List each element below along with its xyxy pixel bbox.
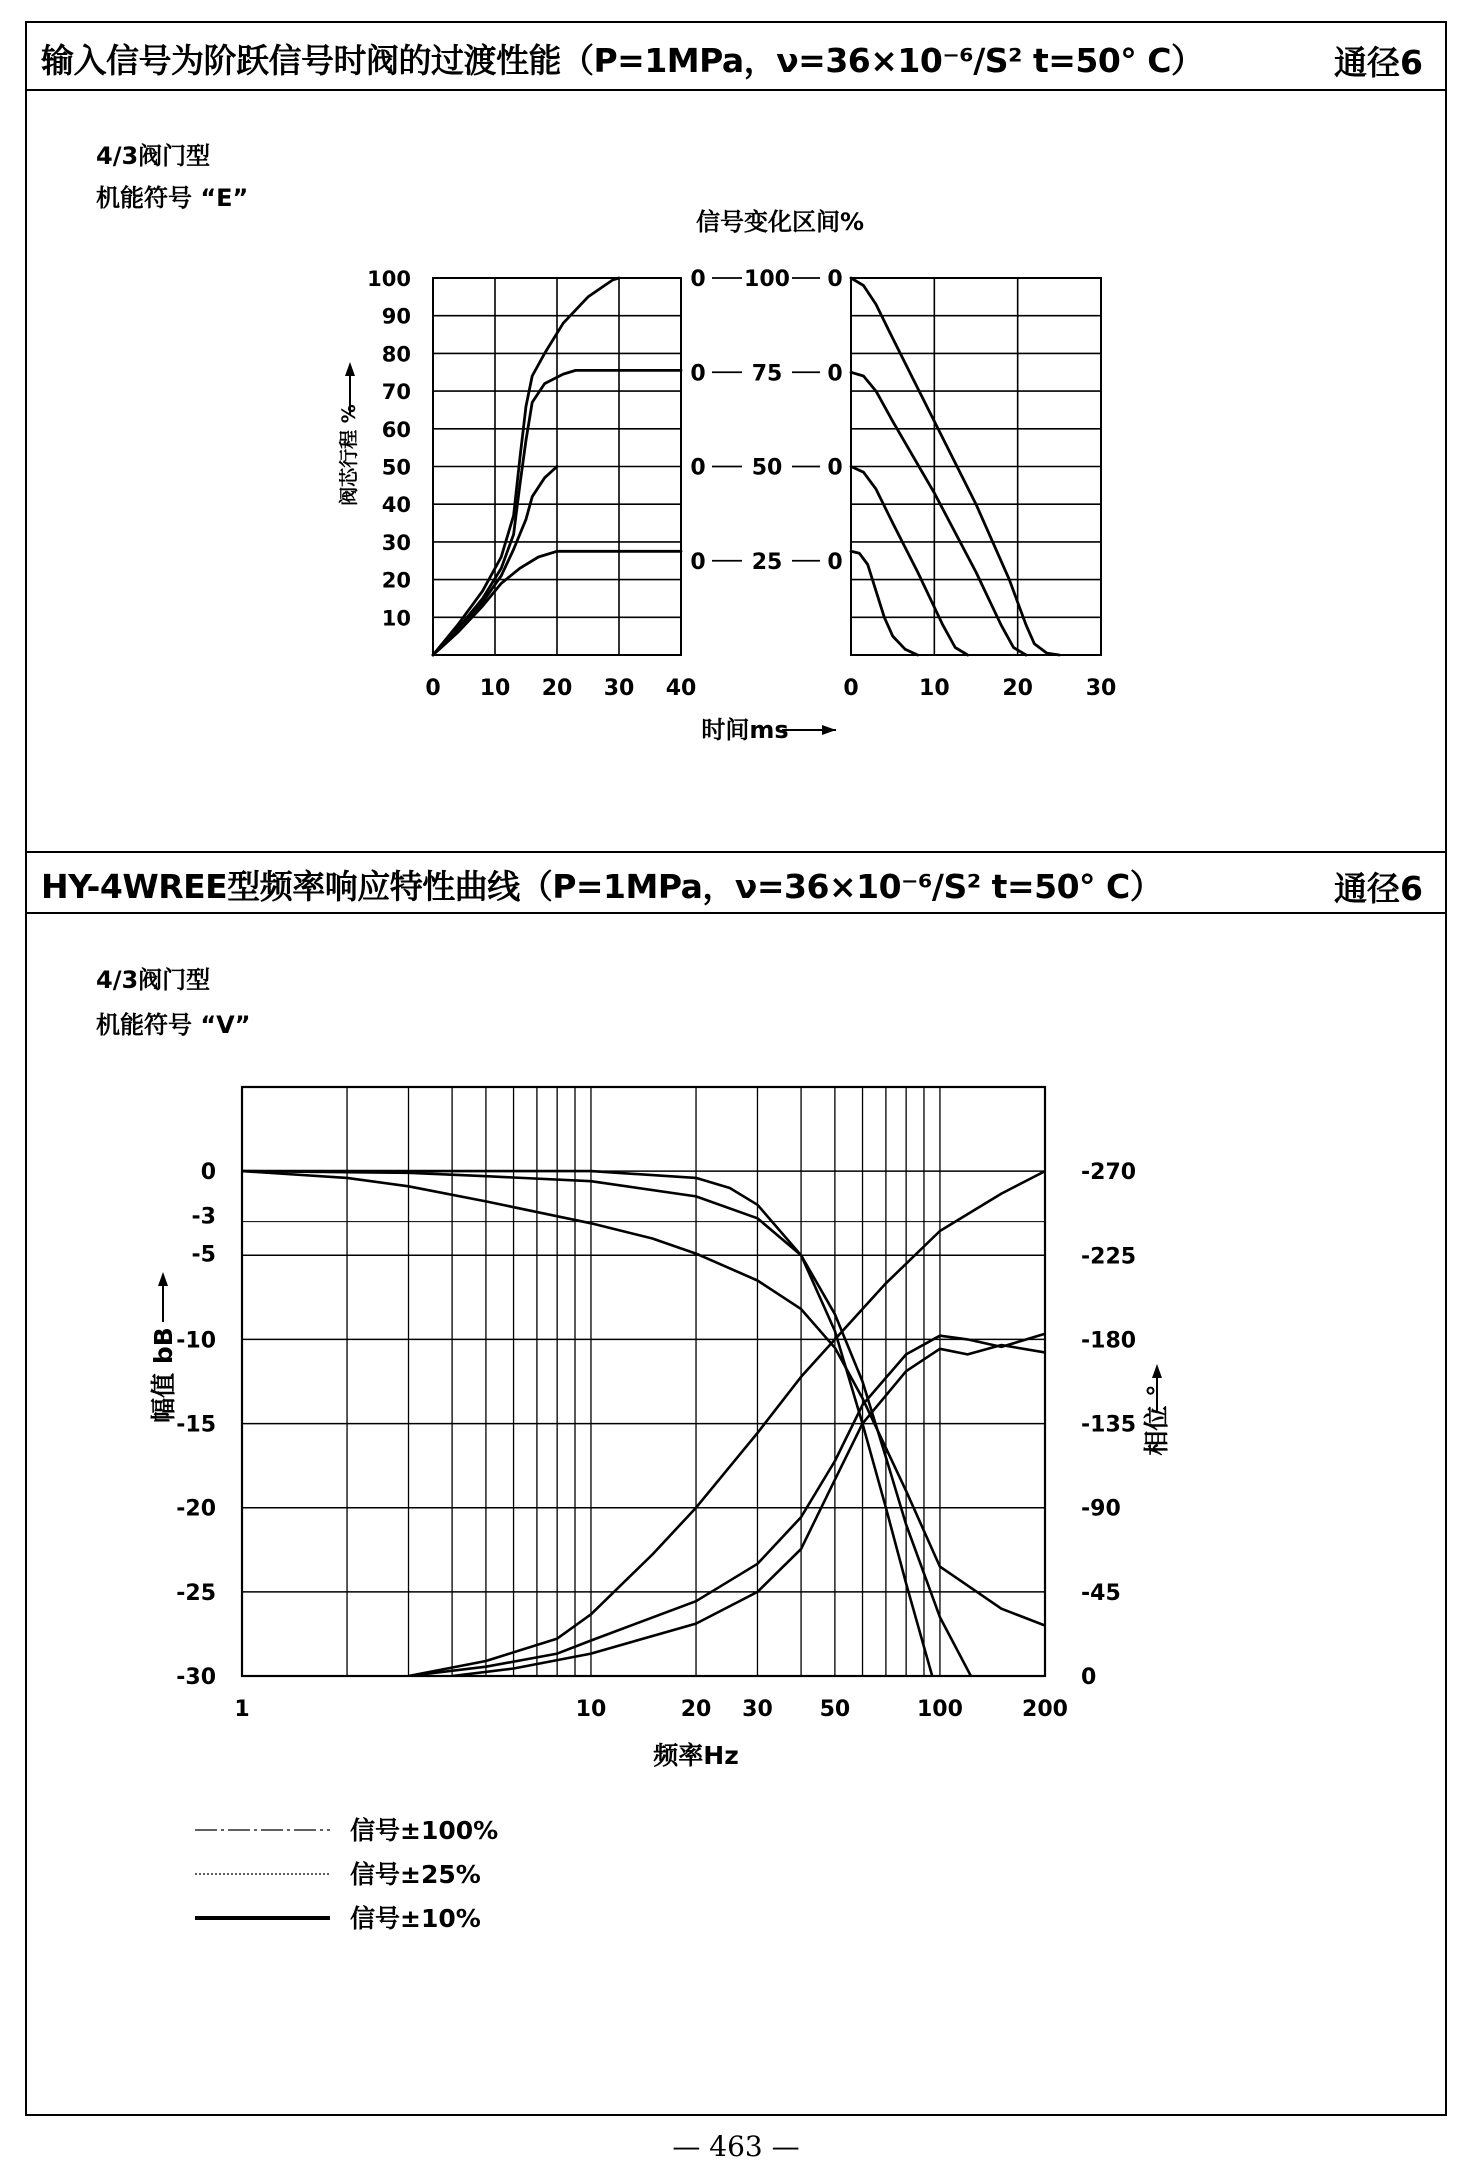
step-y-tick-label: 90 [381,304,411,329]
signal-range-middle-label: 25 [751,549,783,575]
amplitude-curve [242,1171,980,1693]
step-x-axis-label: 时间ms [701,716,789,744]
signal-range-left-label: 0 [690,455,706,481]
step-right-x-tick-label: 10 [919,676,950,701]
signal-range-left-label: 0 [690,267,706,292]
page-number: — 463 — [672,2130,800,2163]
step-left-x-tick-label: 10 [479,676,511,701]
step-y-axis-label: 阀芯行程 % [338,404,360,506]
freq-amplitude-tick-label: -20 [176,1496,216,1522]
step-y-tick-label: 60 [381,417,411,442]
step-y-tick-label: 20 [381,568,411,593]
step-left-x-tick-label: 20 [541,676,573,701]
freq-amplitude-tick-label: -5 [191,1242,216,1268]
signal-range-middle-label: 100 [744,267,790,292]
freq-phase-tick-label: -180 [1081,1328,1137,1354]
phase-curve [409,1334,1046,1676]
section1-valve-type: 4/3阀门型 [96,142,211,170]
section2-bore-size: 通径6 [1334,869,1423,908]
signal-range-left-label: 0 [690,361,706,387]
step-y-tick-label: 100 [367,267,411,291]
phase-curve [452,1345,1045,1676]
legend-label: 信号±10% [350,1904,481,1933]
step-y-tick-label: 10 [381,606,411,631]
freq-x-tick-label: 30 [742,1697,773,1722]
signal-range-right-label: 0 [827,549,843,575]
section2-valve-type: 4/3阀门型 [96,966,211,994]
section1-title: 输入信号为阶跃信号时阀的过渡性能（P=1MPa，ν=36×10⁻⁶/S² t=50° C） [41,41,1204,80]
freq-amplitude-tick-label: -10 [176,1328,216,1354]
freq-amplitude-tick-label: 0 [200,1160,216,1186]
step-chart-title: 信号变化区间% [695,208,865,236]
freq-x-tick-label: 10 [575,1697,607,1722]
step-y-tick-label: 40 [381,493,411,518]
step-right-x-tick-label: 0 [843,676,859,701]
freq-phase-tick-label: -225 [1081,1244,1137,1270]
freq-amplitude-tick-label: -15 [176,1412,216,1438]
freq-phase-axis-label: 相位 ° [1142,1384,1171,1456]
step-right-x-tick-label: 30 [1085,676,1117,701]
step-y-tick-label: 50 [381,455,411,480]
freq-x-tick-label: 200 [1022,1697,1068,1722]
freq-x-tick-label: 1 [234,1697,250,1722]
signal-range-right-label: 0 [827,361,843,387]
signal-range-right-label: 0 [827,455,843,481]
step-left-x-tick-label: 0 [425,676,441,701]
freq-phase-tick-label: -90 [1081,1496,1121,1522]
step-left-x-tick-label: 30 [603,676,635,701]
step-y-tick-label: 70 [381,380,411,405]
freq-phase-tick-label: -270 [1081,1160,1137,1186]
freq-amplitude-tick-label: -3 [191,1204,216,1230]
legend-label: 信号±25% [350,1860,481,1889]
section1-bore-size: 通径6 [1334,43,1423,82]
freq-phase-tick-label: -135 [1081,1412,1137,1438]
section2-title: HY-4WREE型频率响应特性曲线（P=1MPa，ν=36×10⁻⁶/S² t=50° C） [41,867,1163,906]
signal-range-left-label: 0 [690,549,706,575]
step-left-x-tick-label: 40 [665,676,697,701]
freq-x-tick-label: 20 [680,1697,712,1722]
freq-x-tick-label: 50 [819,1697,851,1722]
step-right-x-tick-label: 20 [1002,676,1033,701]
freq-amplitude-tick-label: -25 [176,1580,216,1606]
freq-phase-axis-arrowhead [1152,1364,1162,1378]
legend-label: 信号±100% [350,1816,499,1845]
step-y-tick-label: 30 [381,530,411,555]
freq-amplitude-axis-label: 幅值 bB [149,1327,178,1423]
freq-phase-tick-label: 0 [1081,1665,1097,1690]
freq-amplitude-axis-arrowhead [158,1272,168,1286]
section1-symbol: 机能符号 “E” [96,184,249,212]
signal-range-right-label: 0 [827,267,843,292]
freq-x-axis-label: 频率Hz [653,1741,739,1770]
section2-symbol: 机能符号 “V” [96,1011,251,1039]
freq-phase-tick-label: -45 [1081,1580,1121,1606]
freq-amplitude-tick-label: -30 [176,1665,216,1690]
signal-range-middle-label: 75 [751,361,783,387]
step-y-tick-label: 80 [381,342,411,367]
freq-x-tick-label: 100 [916,1697,963,1722]
signal-range-middle-label: 50 [751,455,783,481]
